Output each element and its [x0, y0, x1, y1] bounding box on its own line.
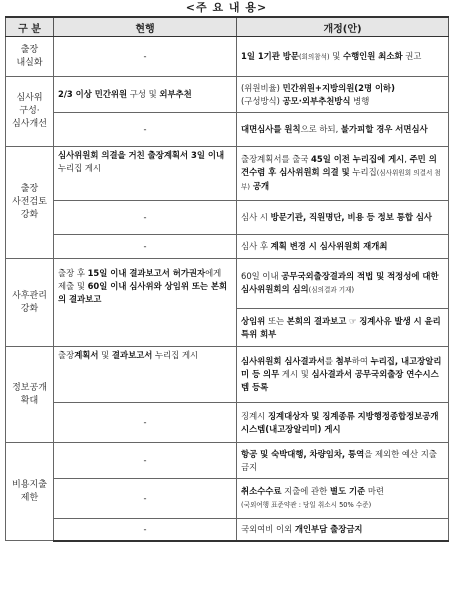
table-row	[6, 259, 449, 309]
header-current: 현행	[54, 17, 237, 37]
header-row	[6, 17, 449, 37]
current-cell: -	[54, 519, 237, 541]
table-row	[6, 519, 449, 541]
current-cell: -	[54, 113, 237, 147]
current-cell: -	[54, 403, 237, 443]
current-cell: 출장계획서 및 결과보고서 누리집 게시	[54, 347, 237, 403]
row-category	[6, 77, 54, 147]
revised-cell: 심사 시 방문기관, 직원명단, 비용 등 정보 통합 심사	[237, 201, 449, 235]
reform-table	[5, 16, 449, 542]
current-cell: 출장 후 15일 이내 결과보고서 허가권자에게 제출 및 60일 이내 심사위와 상임위 또는 본회의 결과보고	[54, 259, 237, 347]
revised-cell: 상임위 또는 본회의 결과보고 ☞ 징계사유 발생 시 윤리특위 회부	[237, 309, 449, 347]
revised-cell: 항공 및 숙박대행, 차량임차, 통역을 제외한 예산 지출 금지	[237, 443, 449, 479]
row-category	[6, 37, 54, 77]
row-category	[6, 147, 54, 259]
page-title: <주 요 내 용>	[185, 1, 268, 14]
table-row	[6, 479, 449, 519]
current-cell: -	[54, 443, 237, 479]
revised-cell: 60일 이내 공무국외출장결과의 적법 및 적정성에 대한 심사위원회의 심의(심의결과 기재)	[237, 259, 449, 309]
table-row	[6, 37, 449, 77]
row-category	[6, 443, 54, 541]
current-cell: -	[54, 235, 237, 259]
current-cell: -	[54, 479, 237, 519]
category-text: 심사위 구성· 심사개선	[12, 93, 47, 129]
revised-cell: 출장계획서를 출국 45일 이전 누리집에 게시, 주민 의견수렴 후 심사위원회 의결 및 누리집(심사위원회 의결서 첨부) 공개	[237, 147, 449, 201]
current-cell: 심사위원회 의결을 거친 출장계획서 3일 이내 누리집 게시	[54, 147, 237, 201]
table-row	[6, 77, 449, 113]
table-row	[6, 147, 449, 201]
category-text: 비용지출 제한	[12, 479, 47, 503]
header-category: 구 분	[6, 17, 54, 37]
current-cell: 2/3 이상 민간위원 구성 및 외부추천	[54, 77, 237, 113]
table-row	[6, 403, 449, 443]
table-row	[6, 113, 449, 147]
revised-cell: 심사위원회 심사결과서를 첨부하여 누리집, 내고장알리미 등 의무 게시 및 심사결과서 공무국외출장 연수시스템 등록	[237, 347, 449, 403]
current-cell: -	[54, 37, 237, 77]
revised-cell: 대면심사를 원칙으로 하되, 불가피할 경우 서면심사	[237, 113, 449, 147]
table-row	[6, 443, 449, 479]
revised-cell: 1일 1기관 방문(회의참석) 및 수행인원 최소화 권고	[237, 37, 449, 77]
category-text: 정보공개 확대	[12, 382, 47, 406]
revised-cell: 징계시 징계대상자 및 징계종류 지방행정종합정보공개시스템(내고장알리미) 게시	[237, 403, 449, 443]
table-row	[6, 347, 449, 403]
row-category	[6, 347, 54, 443]
revised-cell: 국외여비 이외 개인부담 출장금지	[237, 519, 449, 541]
category-text: 출장 내실화	[16, 44, 43, 68]
category-text: 출장 사전검토 강화	[12, 184, 47, 220]
table-row	[6, 201, 449, 235]
revised-cell: 심사 후 계획 변경 시 심사위원회 재개최	[237, 235, 449, 259]
header-revised: 개정(안)	[237, 17, 449, 37]
row-category	[6, 259, 54, 347]
revised-cell: (위원비율) 민간위원+지방의원(2명 이하) (구성방식) 공모·외부추천방식 병행	[237, 77, 449, 113]
current-cell: -	[54, 201, 237, 235]
category-text: 사후관리 강화	[12, 290, 47, 314]
table-row	[6, 235, 449, 259]
revised-cell: 취소수수료 지출에 관한 별도 기준 마련 (국외여행 표준약관 : 당일 취소시 50% 수준)	[237, 479, 449, 519]
